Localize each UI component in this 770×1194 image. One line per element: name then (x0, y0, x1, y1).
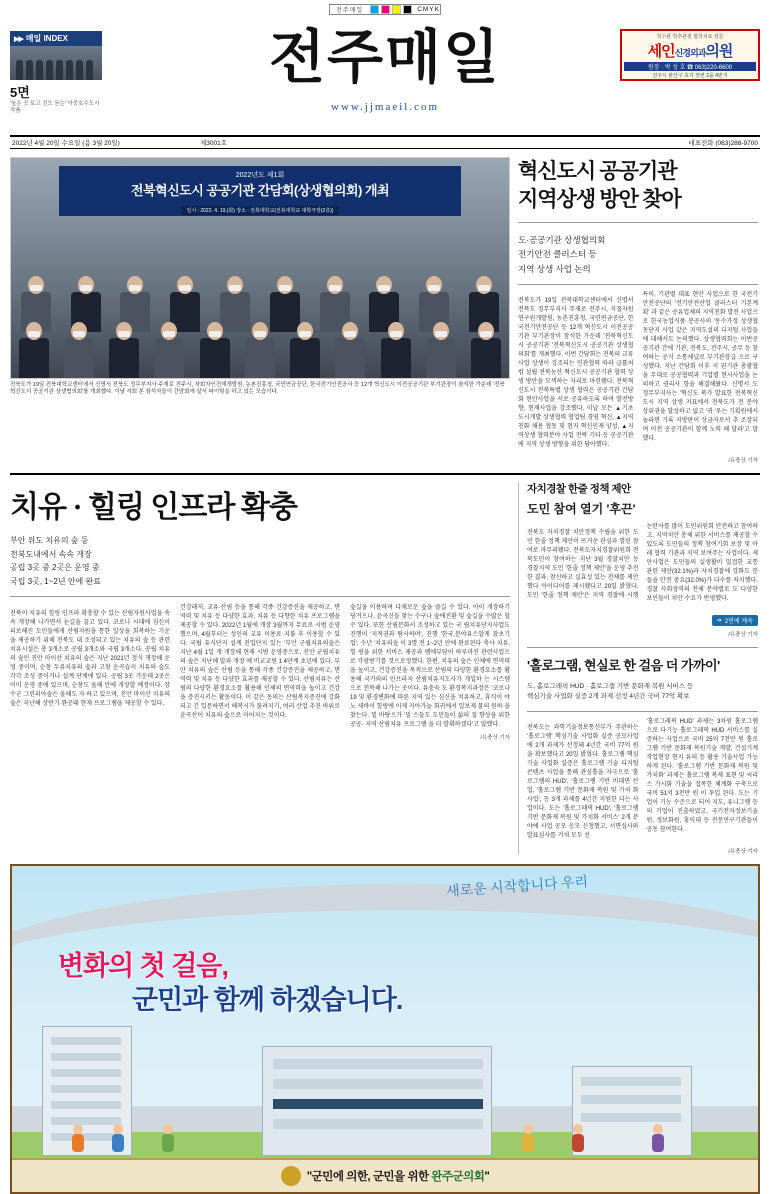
banner-line2: 전북혁신도시 공공기관 간담회(상생협의회) 개최 (130, 183, 390, 198)
sidebar-bottom-col-2: '홀로그래픽 HUD' 과제는 3차원 홀로그램으로 다기능 홀로그래픽 HUD 서비스를 실증하는 사업으로 국비 25억 7천만 원 홀로그램 기반 문화재 복원기술 개발, 건설기계작업현장 현지 유의 등 활용 기술사업 가능하게 된다. '홀로그램 기반 문화재 복원 및 가치화' 과제는 홀로그램 복제 표현 및 씨리스 가시화 기술을 접목한 체계화 구축으로 국비 51억 3천만 원 이 투입 된다. 도는 기업이 기능 수준으로 되어 지도, 유니그램 등의 기업이 진출하였고, 국기전자정보기술원, 정보화원, 홍익대 등 전문연구기관들이 공동 참여한다. (646, 718, 758, 833)
ad-slogan-bar (12, 1158, 758, 1192)
photo-people-front-row (11, 322, 509, 378)
issue-rule-row (10, 135, 760, 149)
top-story-byline: /유충상 기자 (728, 458, 758, 464)
sidebar-column (518, 482, 758, 855)
subhead-1: 도·공공기관 상생협의회 (518, 234, 606, 245)
index-label: 매일 INDEX (25, 34, 68, 43)
ad-headline-1: 변화의 첫 걸음, (58, 950, 228, 981)
sidebar-top-byline: /유충상 기자 (728, 631, 758, 638)
sidebar-bottom-byline: /유충상 기자 (728, 848, 758, 855)
feature-col-2: 건강레저, 교유·산림 등을 통해 각종 건강증진을 제공하고, 면역력 및 치유 등 다양한 효과, 치유 등 다향한 치유 프로그램을 제공할 수 있다. 2022년 1월에 개장 3월까지 무료로 시범 운영했으며, 4월부터는 성인의 교유 이용료 지불 후 이용할 수 있다. 국립 유식단지 설계 진입단지 있는 '부안 군립치유의숲은 지난 4월 1일 개 개장해 현재 시범 운영중으로, 진안 군립치유의 숲은 지난해 말과 개장 예 비교교원 1 4단계 초년에 있다. 부안 치유의 숲은 산림 등을 통해 각종 건강증진을 제공하고, 면역력 및 치유 등 다양한 효과를 제공할 수 있다. 산림치유는 산림의 다양한 환경요소를 활용해 인체의 면역력을 높이고 건강을 증진시키는 활동이다. 이 같은 동의는 산림복지증진에 강화되고 긴 입문하면서 해복시가 물려지기, 여러 산업 추진 바위로 윤곡산이 치유의 숲으로 이어지는 것이다. (180, 605, 340, 720)
top-story-subheads (518, 233, 758, 276)
ad-slogan-pre: "군민에 의한, 군민을 위한 (306, 1170, 432, 1183)
masthead (10, 15, 760, 135)
continue-badge[interactable] (712, 615, 758, 626)
swatch-black (403, 5, 412, 14)
sidebar-bottom-subheads (527, 682, 758, 703)
sidebar-top-headline-2: 도민 참여 열기 '후끈' (527, 502, 636, 517)
double-arrow-icon: ▶▶ (14, 35, 23, 43)
banner-line3: 일시 : 2022. 4. 19.(화) 장소 : 전북대학교(전북대학교 대학극장(2층)) (181, 206, 340, 215)
index-title (10, 31, 102, 46)
feature-headline: 치유 · 힐링 인프라 확충 (10, 491, 297, 524)
masthead-advertisement[interactable] (620, 29, 760, 81)
ad-slogan (307, 1168, 490, 1184)
ad-slogan-org: 완주군의회 (431, 1170, 485, 1183)
registration-box (329, 4, 441, 15)
ad-clinic-name: 세인신경외과의원 (647, 43, 733, 60)
feature-sub-3: 공립 3곳 중 2곳은 운영 중 (10, 563, 100, 573)
ad-script-text: 새로운 시작합니다 우리 (445, 874, 589, 900)
ad-figure-5 (572, 1124, 584, 1152)
feature-subheads (10, 534, 510, 588)
swatch-magenta (381, 5, 390, 14)
feature-body (10, 604, 510, 730)
lead-photo-column (10, 157, 510, 464)
sidebar-bottom-sub-2: 핵심기술 사업화 실증 2개 과제 선정 4년간 국비 77억 확보 (527, 693, 690, 701)
issue-number: 제3001호 (200, 140, 228, 147)
ad-address: 전주시 완산구 효자 천변 2을 4번지 (652, 73, 728, 79)
feature-sub-2: 전북도내에서 속속 개장 (10, 549, 92, 559)
page-title: 전주매일 (268, 25, 502, 90)
index-thumbnail (10, 46, 102, 80)
ad-figure-1 (72, 1124, 84, 1152)
cmyk-label: CMYK (417, 6, 440, 13)
top-story-body-left: 전북도가 19일 전북대학교센터에서 신명서 전북도 정무부지사 주재로 전주시, 지질자원연구원개발원, 농촌진흥청, 국민연금공단, 한국전기안전공단 등 12개 혁신도시 이전공공기관 부기관장이 참석한 가운데 '전북혁신도시 공공기관 '전북혁신도시 공공기관 상생협의회'를 개최했다. 이번 간담회는 전북의 교류사업 상생이 강조되는 민관협력 따라 급률처럼 설립 전북농산 혁신도시 공공기관 협력 상생 방안을 모색하는 자리로 마련됐다. 전북혁신도시 전북특별 상생 협력은 공공기관 간담회 현안사업을 서로 공유하도록 하여 발전방향, 현재사업을 강조했다. 이날 모든 ▲기초도시개발 상생협력 협업팀 경영 혁신, ▲지역친화 채용 협동 및 현지 혁신인재 양성, ▲지역상생 협력분야 사업 전략 기타 등 공공기관에 지역 상생 방향을 위한 담아했다. (518, 298, 634, 448)
divider-5 (527, 711, 758, 712)
lead-photo (10, 157, 510, 379)
top-story-headline-line2: 지역상생 방안 찾아 (518, 187, 681, 212)
top-story-body (518, 291, 758, 453)
feature-sub-4: 국립 3곳, 1~2년 안에 완료 (10, 576, 101, 586)
sidebar-bottom-headline: '홀로그램, 현실로 한 걸음 더 가까이' (527, 657, 720, 673)
event-banner (59, 166, 461, 216)
building-right (572, 1066, 692, 1156)
issue-date: 2022년 4월 20일 수요일 (음 3월 20일) (12, 140, 120, 147)
swatch-cyan (370, 5, 379, 14)
contact-phone: 대표전화 (063)288-9700 (688, 140, 758, 147)
feature-byline: /유충상 기자 (480, 735, 510, 742)
sidebar-top-text: 전북도 자치경찰 치안정책 수립을 위한 도민 한줄 정책 제안이 뜨거운 관심과 열린 참여로 마무리됐다. 전북도자치경찰위원회 전북도민이 참여하는 지난 3월 경찰치안 등 경찰지역 도민 '한줄 정책 제안'을 운영 추진한 결과, 참신하고 실효성 있는 전체를 제안했다 아이디어를 제시됐다고 20일 밝혔다. 도민 '한줄 정책 제안'은 지역 경찰에 시행 논란사를 많이 도민위원회 안전하고 참여하고, 지역치안 총체 위한 서비스를 제공할 수 있도록 도민들의 정책 참여기회 보장 및 아래 협력 기관과 지역 보여주는 사업이다. 제안사업은 도민들의 실생활이 밀접한 교통 관련 제안(32.1%)과 자치경찰에 강화도 분들을 안전 중요(32.0%)가 다수를 차지했다. 경찰 사회영역의 전체 분야별로 도 다양한 보인들이 치안 수요가 반영했다. (527, 524, 758, 603)
website-url[interactable]: www.jjmaeil.com (330, 101, 440, 113)
top-section (10, 157, 760, 464)
divider-4 (527, 647, 758, 648)
subhead-2: 전기안전 클러스터 등 (518, 249, 597, 260)
top-story-headline-line1: 혁신도시 공공기관 (518, 159, 677, 183)
continue-label: 2면에 계속 (724, 618, 753, 625)
ad-figure-2 (112, 1124, 124, 1152)
subhead-3: 지역 상생 사업 논의 (518, 263, 591, 274)
ad-slogan-post: " (484, 1170, 490, 1183)
top-story-body-right: 특히, 기관별 대표 현안 사업으로 한 국전기안전공단의 '전기안전산업 클러스터 기본계획' 과 같은 공유업체의 지역친화 발전 사업으로 한국농업식품 봉공사의 '동수가정 상생협동단지 사업 같은 지역도설의 디지털 사업들에 대해서도 논의했다. 상생협력회는 이번공공기관 간에 기관, 전북도, 전주시, 공무 등 참여하는 공식 소통체널로 부기관장급 으로 구성했다. 지난 간담회 이후 지 권기관 총괄협을 무대로 공공협력과 기업별 현시사업을 논의하고 권리사 항을 해결해왔다. 신명서 도 정무부지사는 '혁신도 북가 발표한 전북혁신도시 지역 상생 지표에서 전북도가 전 분야 상위권을 달성하고 없고 '귀 '우는 기획원에서 놀라면 기록 지방판이 상금자로서 추 조장되며 이전 공공기관이 함께 노력 해 달라'고 말했다. (642, 292, 758, 442)
feature-col-3: 숲길을 이용하며 다채로운 숲을 즐길 수 있다. 아이 개장하기 당겨으나, 윤곡신들 찾는 수구나 숲에진환 및 숲길을 수많은 할 수 있다. 또한 산림문화서 조성하고 있는 국 립치유단지사업도 진행이 '지적권과 탐사하며', 진행 '한국,분야유스알게 잠초기업', 수년 '치유의숲 이 3명 전 1~2년 안에 완료된다 축사 치유, 힐 링을 위한 서비스 제공과 맴에부담이 하루마진 관련사업으로 각광받기를 것으로정했다. 한편, 치유의 숲은 인체에 면역력을 높이고, 건강증진을 목적으로 산림의 다양한 환경요소를 활용해 국가와의 인프라지 산림치유지도사가 개입하 는 시스템으로 전복해 나가는 곳이다. 유충숙 도 환경복지과장은 '코로나 19 및 환경변화에 따른 지역 있는 심신을 치유하고, 휴식이 야노 세바이 힐링에 이제 자아가늘 회귀에서 일보제 물의 원하 을 찾는다. 밑 바탕으가 '밀 스들도 도민들이 삶의 질 향상을 위한 공공· 지역 산림치유 프로그램 을 더 발휘하겠다'고 말했다. (350, 605, 510, 729)
index-page-number: 5면 (10, 85, 30, 100)
ad-tagline: 척수관 척추관절 협착치료 전문 (656, 34, 724, 40)
sidebar-bottom-col-1: 전북도는 과학기술정보통신부가 주관하는 '홀로그램' 핵심기술 사업화 실증 공모사업에 2개 과제가 선정돼 4년간 국비 77억 원을 확보했다고 20일 밝혔다. 홀로그램 핵심기술 사업화 실증은 홀로그램 기술 디지털콘텐츠 사업을 통해 관심홀을 자극으로 '홀로그램의 HUD', '홀로그램 기반 비대면 산업, '홀로그램 기반 문화재 복원 및 가치 화 사업', 등 3개 과제를 4년간 지원한 다는 사업이다. 도는 '홀로그래픽 HUD', '홀로그램 기반 문화재 복원 및 가치화 서비스' 2개 분야에 사업 공모 응모 신청했고, 서면심사와 발표심사를 거쳐 모두 선 (527, 724, 639, 839)
ad-figure-6 (652, 1124, 664, 1152)
bottom-advertisement[interactable] (10, 864, 760, 1194)
index-caption: '높은 곳 보고 걷도 듣는' 아중호수도시 작품 (10, 101, 100, 114)
index-box[interactable] (10, 31, 102, 115)
sidebar-top-body (527, 523, 758, 606)
registration-label: 전주매일 (336, 8, 364, 14)
building-center (262, 1046, 492, 1156)
ad-figure-4 (522, 1124, 534, 1152)
divider-3 (10, 596, 510, 597)
feature-article (10, 482, 510, 855)
ad-phone: 원장 · 박 성 호 ☎ 063)220-6600 (624, 62, 756, 71)
sidebar-bottom-sub-1: 도, 홀로그래픽 HUD · 홀로그램 기반 문화재 복원 서비스 등 (527, 682, 694, 690)
divider-2 (518, 284, 758, 285)
sidebar-top-headline-1: 자치경찰 한줄 정책 제안 (527, 483, 631, 495)
registration-bar (10, 0, 760, 15)
photo-caption: 전북도가 19일 전북대학교센터에서 신명서 전북도 정무부지사 주재로 전주시, 자회자인건재개발원, 농촌진흥청, 국민연금공단, 한국전기안전공사 등 12개 혁신도시 이전공공기관 부기관장이 참석한 가운데 '전북혁신도시 공공기관 상생협의회'를 개최했다. 이날 사회 본 참석자들이 간담회에 앞서 파이팅을 하고 있는 모습이다. (10, 382, 505, 396)
ad-figure-3 (162, 1124, 174, 1152)
feature-sub-1: 부안 위도 치유의 숲 등 (10, 536, 89, 545)
middle-section (10, 473, 760, 855)
sidebar-bottom-body (527, 718, 758, 844)
arrow-right-icon: ➔ (716, 617, 722, 624)
feature-col-1: 전북이 치유의 힐링 인프라 확충할 수 있는 산림자원사업을 속속 개장해 나가면서 눈길을 끌고 있다. 코로나 시대에 심신이 피로해진 도민들에게 산림자원을 통한 일상을 회복하는 기운을 제공하기 위해 전북도 내 조성되고 있는 치유의 숲 등 관련 치유시설은 총 3개소로 공립 3개소와 국립 3개소다. 공립 치유의 숲인 진안 마이산 치유의 숲은 지난 2021년 정식 개장해 운영 중이며, 순창 두류치유의 숲과 고창 운곡습지 치유의 숲도 각각 조성 중이거나 설계 단계에 있다. 공립 3곳 가운데 2곳은 이미 운영 중에 있으며, 순창도 올해 안에 개장할 예정이다. 장수군 그린피아숲은 올해도 자 하고 있으며, 진안 마이산 치유의 숲은 지난해 상반기 완공돼 현재 프로그램을 제공할 수 있다. (10, 611, 170, 708)
swatch-yellow (392, 5, 401, 14)
emblem-icon (281, 1166, 301, 1186)
top-story-column (518, 157, 758, 464)
banner-line1: 2022년도 제1회 (235, 172, 285, 179)
divider (518, 222, 758, 223)
ad-headline-2: 군민과 함께 하겠습니다. (132, 984, 403, 1015)
